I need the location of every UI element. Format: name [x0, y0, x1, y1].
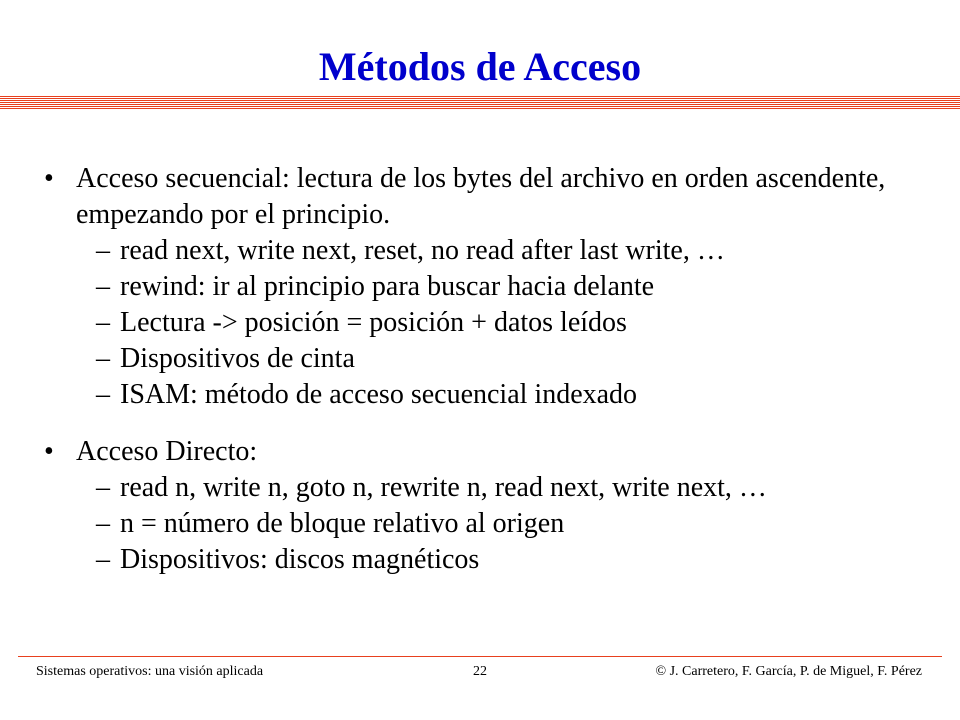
bullet-item — [44, 161, 926, 233]
sub-bullet-item — [96, 542, 920, 578]
sub-bullet-marker: – — [96, 472, 110, 503]
slide-title: Métodos de Acceso — [318, 44, 642, 89]
sub-bullet-marker: – — [96, 343, 110, 374]
sub-bullet-item — [96, 305, 920, 341]
bullet-text: Acceso Directo: — [76, 436, 258, 467]
sub-bullet-text: Lectura -> posición = posición + datos leídos — [120, 307, 627, 338]
sub-bullet-text: read n, write n, goto n, rewrite n, read next, write next, … — [120, 472, 767, 503]
bullet-marker: • — [44, 436, 54, 467]
footer-rule — [18, 656, 942, 657]
sub-bullet-item — [96, 506, 920, 542]
bullet-text: Acceso secuencial: lectura de los bytes del archivo en orden ascendente, empezando por el principio. — [76, 163, 886, 230]
sub-bullet-marker: – — [96, 508, 110, 539]
sub-bullet-text: Dispositivos: discos magnéticos — [120, 544, 480, 575]
footer-page-number: 22 — [473, 664, 487, 679]
sub-bullet-item — [96, 377, 920, 413]
sub-bullet-text: rewind: ir al principio para buscar hacia delante — [120, 271, 655, 302]
footer-copyright: © J. Carretero, F. García, P. de Miguel, F. Pérez — [655, 664, 922, 679]
sub-bullet-item — [96, 269, 920, 305]
sub-bullet-marker: – — [96, 379, 110, 410]
sub-bullet-item — [96, 341, 920, 377]
sub-bullet-marker: – — [96, 271, 110, 302]
bullet-item — [44, 434, 926, 470]
sub-bullet-item — [96, 470, 920, 506]
bullet-marker: • — [44, 163, 54, 194]
sub-bullet-marker: – — [96, 544, 110, 575]
sub-bullet-text: n = número de bloque relativo al origen — [120, 508, 565, 539]
sub-bullet-text: Dispositivos de cinta — [120, 343, 355, 374]
sub-bullet-text: read next, write next, reset, no read after last write, … — [120, 235, 725, 266]
footer-book-title: Sistemas operativos: una visión aplicada — [36, 664, 264, 679]
sub-bullet-item — [96, 233, 920, 269]
sub-bullet-text: ISAM: método de acceso secuencial indexado — [120, 379, 638, 410]
sub-bullet-marker: – — [96, 307, 110, 338]
sub-bullet-marker: – — [96, 235, 110, 266]
